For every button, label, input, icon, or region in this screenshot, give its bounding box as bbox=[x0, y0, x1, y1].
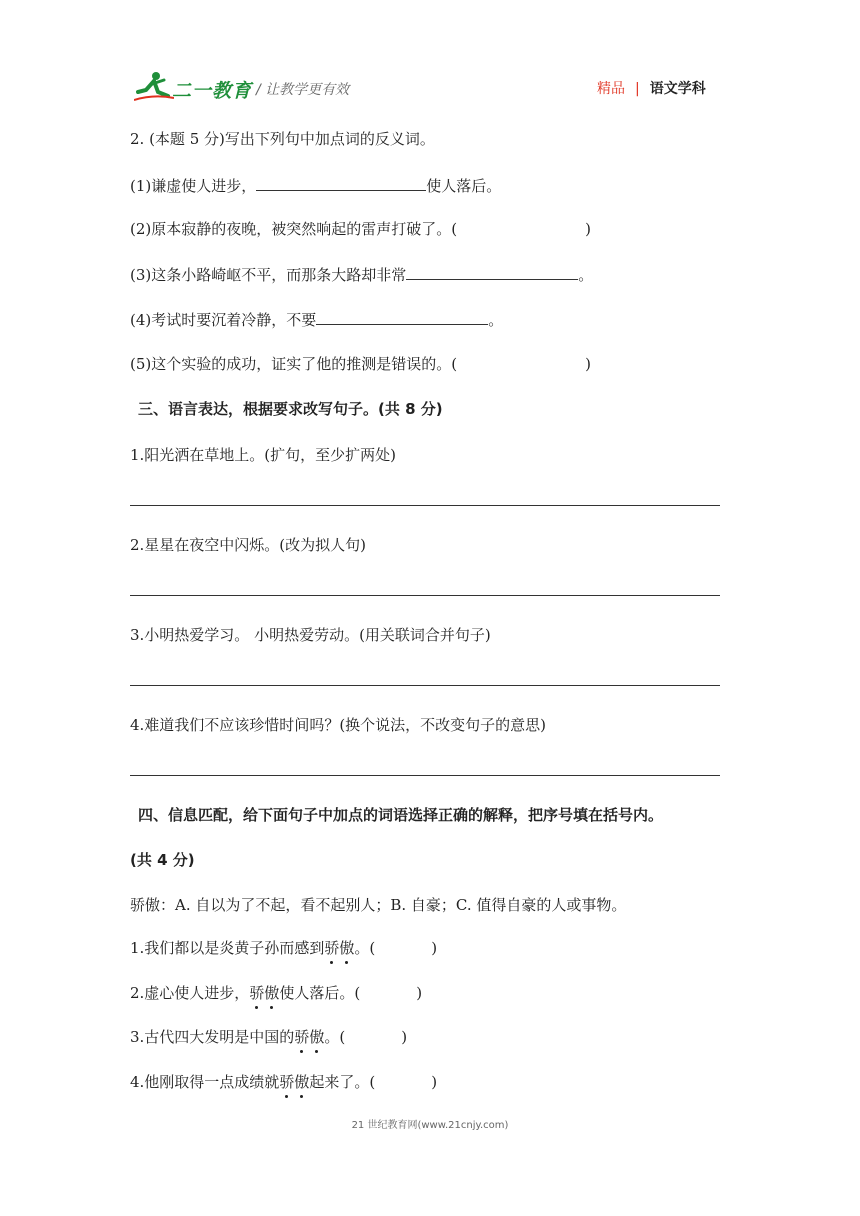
item-text: 3.古代四大发明是中国的 bbox=[130, 1028, 295, 1046]
section4-title: 四、信息匹配，给下面句子中加点的词语选择正确的解释，把序号填在括号内。 bbox=[138, 806, 664, 824]
item-text: 使人落后。 bbox=[426, 177, 502, 195]
logo-text: 二一教育 bbox=[172, 80, 253, 102]
brand-label bbox=[597, 78, 706, 98]
item-text: ) bbox=[431, 939, 438, 957]
section2-item-5 bbox=[130, 353, 591, 374]
item-text: (5)这个实验的成功，证实了他的推测是错误的。( bbox=[130, 355, 458, 373]
section3-item-4: 4.难道我们不应该珍惜时间吗？(换个说法，不改变句子的意思) bbox=[130, 716, 547, 734]
dotted-char: 骄 bbox=[294, 1028, 310, 1046]
section4-title-points: (共 4 分) bbox=[130, 851, 195, 869]
dotted-word bbox=[249, 984, 279, 1002]
section3-item-1: 1.阳光洒在草地上。(扩句，至少扩两处) bbox=[130, 446, 397, 464]
section4-item-4 bbox=[130, 1071, 437, 1092]
item-text: 起来了。( bbox=[309, 1073, 376, 1091]
dotted-char: 傲 bbox=[339, 939, 355, 957]
item-text: (4)考试时要沉着冷静，不要 bbox=[130, 311, 317, 329]
item-text: 2.虚心使人进步， bbox=[130, 984, 250, 1002]
section4-item-3 bbox=[130, 1026, 407, 1047]
section2-item-4 bbox=[130, 308, 503, 330]
item-text: 。 bbox=[578, 266, 594, 284]
section4-item-2 bbox=[130, 982, 422, 1003]
answer-blank[interactable] bbox=[406, 263, 578, 280]
dotted-char: 傲 bbox=[309, 1028, 325, 1046]
dotted-word bbox=[279, 1073, 309, 1091]
slogan: / 让教学更有效 bbox=[256, 82, 350, 98]
subject-label: 语文学科 bbox=[649, 81, 706, 97]
section3-item-2: 2.星星在夜空中闪烁。(改为拟人句) bbox=[130, 536, 367, 554]
page-footer: 21 世纪教育网(www.21cnjy.com) bbox=[351, 1120, 509, 1131]
item-text: ) bbox=[416, 984, 423, 1002]
answer-line[interactable] bbox=[130, 505, 720, 506]
section3-title: 三、语言表达，根据要求改写句子。(共 8 分) bbox=[138, 400, 443, 418]
section2-item-2 bbox=[130, 218, 591, 239]
item-text: ) bbox=[585, 355, 591, 373]
section2-item-1 bbox=[130, 174, 501, 196]
item-text: 。 bbox=[488, 311, 504, 329]
item-text: ) bbox=[585, 220, 591, 238]
item-text: ) bbox=[431, 1073, 438, 1091]
item-text: (2)原本寂静的夜晚，被突然响起的雷声打破了。( bbox=[130, 220, 458, 238]
definition-line: 骄傲：A. 自以为了不起，看不起别人；B. 自豪；C. 值得自豪的人或事物。 bbox=[130, 896, 627, 914]
runner-logo-icon bbox=[134, 70, 174, 104]
dotted-char: 骄 bbox=[249, 984, 265, 1002]
dotted-char: 骄 bbox=[279, 1073, 295, 1091]
dotted-word bbox=[324, 939, 354, 957]
dotted-char: 傲 bbox=[264, 984, 280, 1002]
item-text: 使人落后。( bbox=[279, 984, 361, 1002]
answer-line[interactable] bbox=[130, 685, 720, 686]
item-text: (3)这条小路崎岖不平，而那条大路却非常 bbox=[130, 266, 407, 284]
premium-label: 精品 bbox=[597, 81, 625, 97]
header-separator: | bbox=[635, 81, 640, 97]
item-text: 4.他刚取得一点成绩就 bbox=[130, 1073, 280, 1091]
section2-item-3 bbox=[130, 263, 593, 285]
item-text: ) bbox=[401, 1028, 408, 1046]
item-text: 。( bbox=[354, 939, 376, 957]
dotted-char: 骄 bbox=[324, 939, 340, 957]
answer-line[interactable] bbox=[130, 775, 720, 776]
dotted-char: 傲 bbox=[294, 1073, 310, 1091]
item-text: 。( bbox=[324, 1028, 346, 1046]
item-text: (1)谦虚使人进步， bbox=[130, 177, 257, 195]
dotted-word bbox=[294, 1028, 324, 1046]
section4-item-1 bbox=[130, 937, 437, 958]
page-header bbox=[0, 0, 860, 120]
answer-blank[interactable] bbox=[256, 174, 426, 191]
item-text: 1.我们都以是炎黄子孙而感到 bbox=[130, 939, 325, 957]
answer-blank[interactable] bbox=[316, 308, 488, 325]
answer-line[interactable] bbox=[130, 595, 720, 596]
section2-title: 2. (本题 5 分)写出下列句中加点词的反义词。 bbox=[130, 130, 435, 148]
section3-item-3: 3.小明热爱学习。 小明热爱劳动。(用关联词合并句子) bbox=[130, 626, 491, 644]
